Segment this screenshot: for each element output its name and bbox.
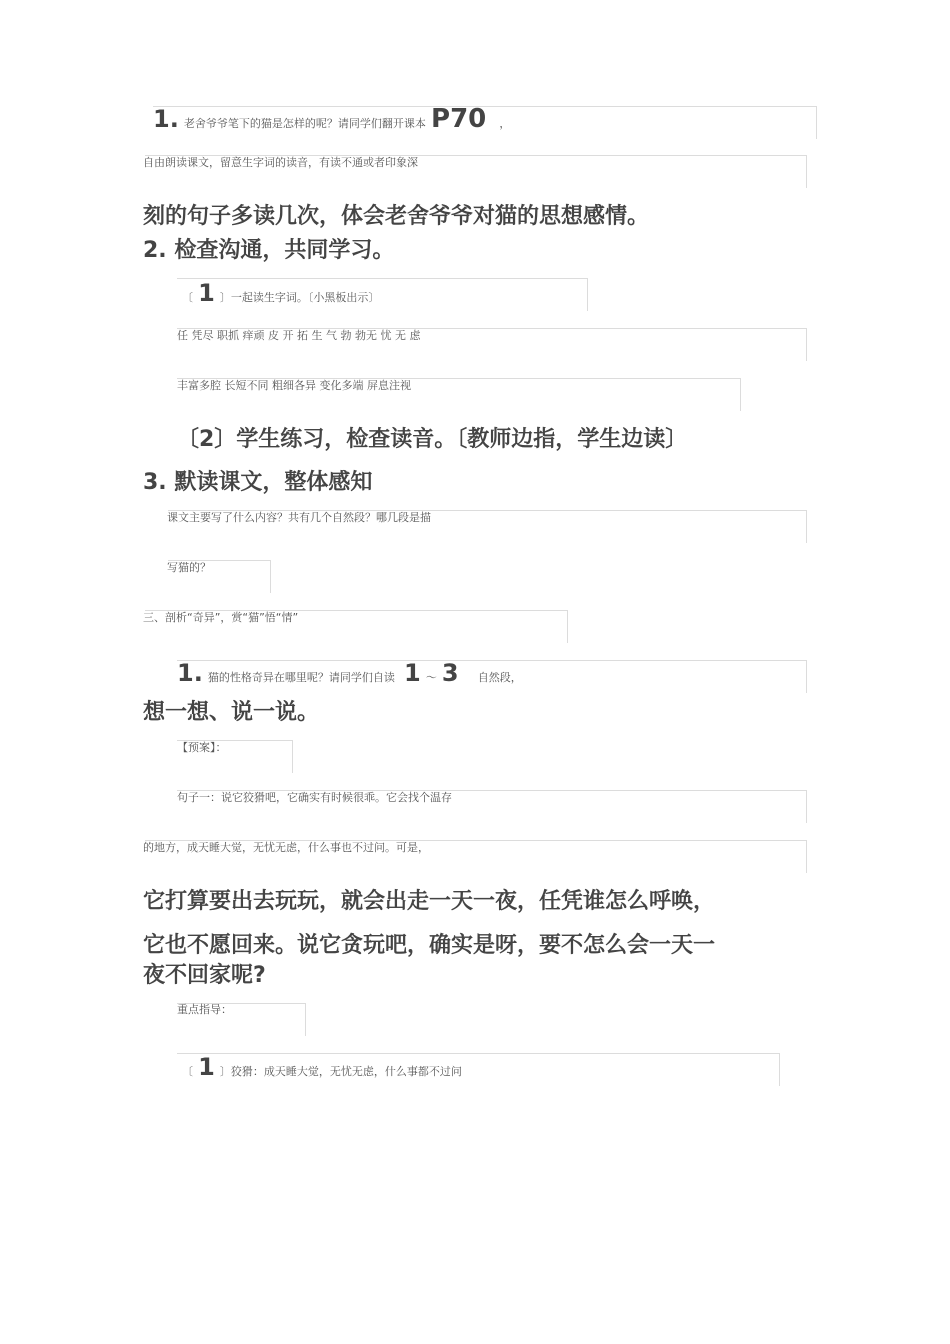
question-step-1	[177, 659, 522, 687]
section-heading-three: 三、剖析“奇异”，赏“猫”悟“情”	[143, 611, 299, 624]
vocabulary-list-1: 任 凭尽 职抓 痒顽 皮 开 拓 生 气 勃 勃无 忧 无 虑	[177, 329, 421, 342]
sentence-one-line-4: 它也不愿回来。说它贪玩吧，确实是呀，要不怎么会一天一	[143, 933, 716, 958]
instruction-line-3: 刻的句子多读几次，体会老舍爷爷对猫的思想感情。	[143, 204, 650, 229]
key-guidance-label: 重点指导：	[177, 1003, 232, 1016]
question-continuation: 想一想、说一说。	[143, 700, 320, 725]
sentence-one-line-5: 夜不回家呢?	[143, 963, 266, 988]
page-reference: P70	[431, 104, 487, 134]
sentence-one-line-3: 它打算要出去玩玩，就会出走一天一夜，任凭谁怎么呼唤，	[143, 889, 716, 914]
bracket-open: 〔	[182, 291, 193, 304]
guidance-item-1	[182, 1053, 462, 1081]
sentence-one-line-1: 句子一：说它狡猾吧，它确实有时候很乖。它会找个温存	[177, 791, 452, 804]
question-line-2: 写猫的？	[167, 561, 211, 574]
step-number: 1.	[177, 659, 203, 687]
instruction-text: 老舍爷爷笔下的猫是怎样的呢？请同学们翻开课本	[183, 117, 426, 130]
step-number: 1.	[153, 105, 179, 133]
sentence-one-line-2: 的地方，成天睡大觉，无忧无虑，什么事也不过问。可是，	[143, 841, 429, 854]
sub-step-number: 1	[198, 279, 215, 307]
vocabulary-list-2: 丰富多腔 长短不同 粗细各异 变化多端 屏息注视	[177, 379, 411, 392]
paragraph-end: 3	[441, 659, 459, 687]
instruction-line-1	[153, 104, 510, 134]
sub-step-text: 〕一起读生字词。〔小黑板出示〕	[219, 291, 380, 304]
sub-step-2: 〔2〕学生练习，检查读音。〔教师边指，学生边读〕	[177, 427, 688, 452]
plan-label: 【预案】：	[177, 741, 227, 754]
guidance-text: 〕狡猾：成天睡大觉，无忧无虑，什么事都不过问	[219, 1065, 462, 1078]
question-tail: 自然段，	[477, 671, 522, 684]
bracket-open: 〔	[182, 1065, 193, 1078]
question-line-1: 课文主要写了什么内容？共有几个自然段？哪几段是描	[167, 511, 431, 524]
question-text: 猫的性格奇异在哪里呢？请同学们自读	[207, 671, 395, 684]
range-tilde: ～	[425, 671, 437, 684]
sub-step-1	[182, 279, 379, 307]
instruction-line-2: 自由朗读课文，留意生字词的读音，有读不通或者印象深	[143, 156, 418, 169]
section-heading-2: 2. 检查沟通，共同学习。	[143, 238, 395, 263]
section-heading-3: 3. 默读课文，整体感知	[143, 470, 373, 495]
punctuation: ，	[499, 117, 511, 130]
paragraph-start: 1	[404, 659, 421, 687]
guidance-number: 1	[198, 1053, 215, 1081]
